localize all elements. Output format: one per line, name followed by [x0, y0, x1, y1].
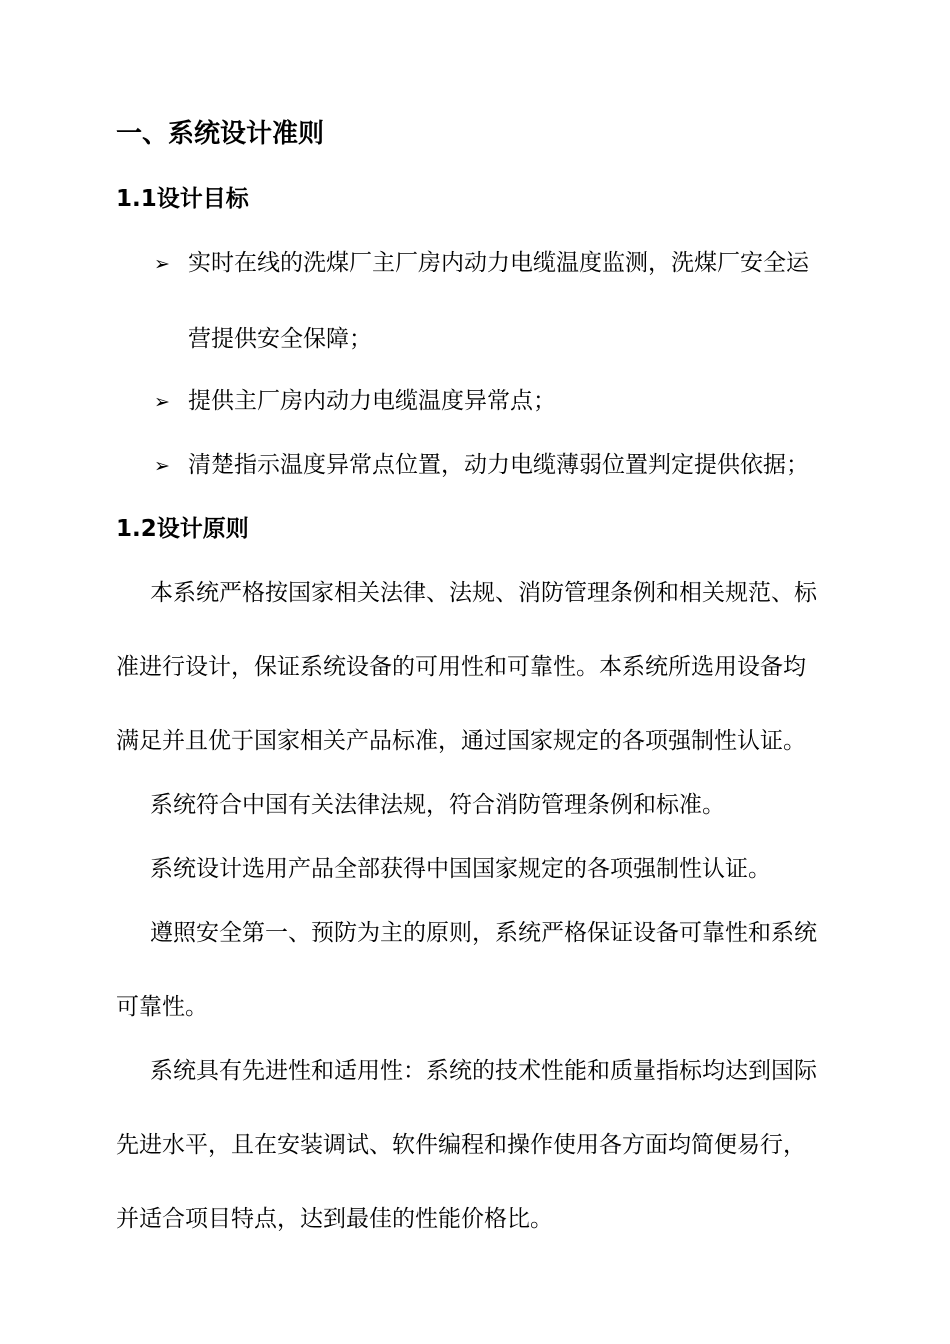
paragraph-line: 系统符合中国有关法律法规，符合消防管理条例和标准。	[150, 792, 725, 818]
paragraph-line: 可靠性。	[116, 994, 208, 1020]
paragraph-line: 准进行设计，保证系统设备的可用性和可靠性。本系统所选用设备均	[116, 654, 806, 680]
bullet-text: 提供主厂房内动力电缆温度异常点；	[188, 388, 556, 414]
bullet-text: 实时在线的洗煤厂主厂房内动力电缆温度监测，洗煤厂安全运	[188, 250, 809, 276]
bullet-item	[154, 386, 894, 417]
paragraph-line: 系统设计选用产品全部获得中国国家规定的各项强制性认证。	[150, 856, 771, 882]
arrow-bullet-icon: ➢	[154, 455, 170, 477]
section-title: 一、系统设计准则	[116, 119, 325, 149]
paragraph-line: 本系统严格按国家相关法律、法规、消防管理条例和相关规范、标	[150, 580, 817, 606]
arrow-bullet-icon: ➢	[154, 253, 170, 275]
paragraph-line: 先进水平，且在安装调试、软件编程和操作使用各方面均简便易行，	[116, 1132, 806, 1158]
bullet-text-continuation: 营提供安全保障；	[188, 326, 372, 352]
bullet-item	[154, 450, 894, 481]
bullet-text: 清楚指示温度异常点位置，动力电缆薄弱位置判定提供依据；	[188, 452, 809, 478]
paragraph-line: 系统具有先进性和适用性：系统的技术性能和质量指标均达到国际	[150, 1058, 817, 1084]
bullet-item	[154, 248, 894, 279]
arrow-bullet-icon: ➢	[154, 391, 170, 413]
paragraph-line: 满足并且优于国家相关产品标准，通过国家规定的各项强制性认证。	[116, 728, 806, 754]
paragraph-line: 并适合项目特点，达到最佳的性能价格比。	[116, 1206, 553, 1232]
subsection-title-principles: 1.2设计原则	[116, 516, 249, 542]
paragraph-line: 遵照安全第一、预防为主的原则，系统严格保证设备可靠性和系统	[150, 920, 817, 946]
subsection-title-goals: 1.1设计目标	[116, 186, 249, 212]
